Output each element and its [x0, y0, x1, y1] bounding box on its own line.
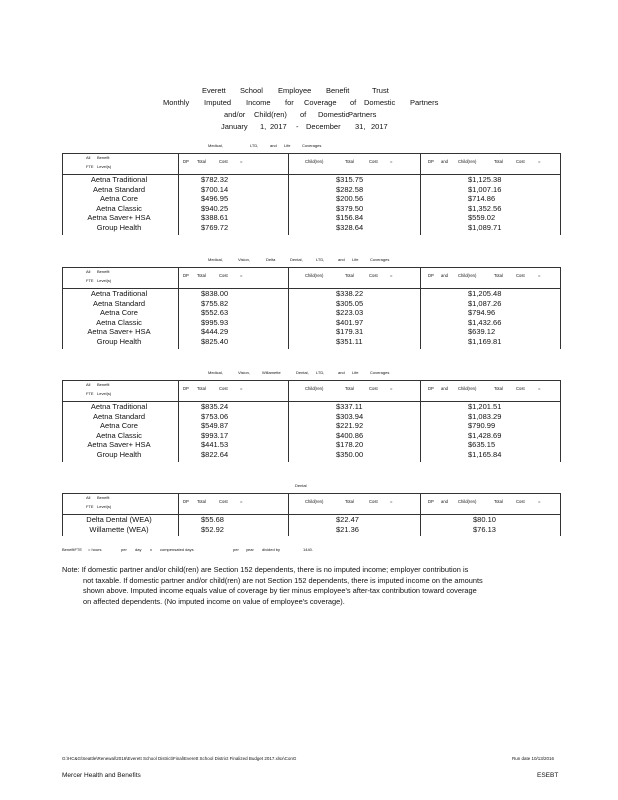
children-cost: $338.22	[336, 289, 364, 298]
dp-and-children-cost: $714.86	[468, 194, 496, 204]
children-cost: $315.75	[336, 175, 364, 184]
header-dp: DP	[428, 273, 434, 278]
dp-and-children-cost: $1,428.69	[468, 430, 502, 440]
table-column-rule	[288, 153, 289, 235]
header-eq: =	[390, 159, 393, 164]
table-top-rule	[62, 267, 560, 268]
fte-word: BenefitFTE	[62, 547, 83, 552]
title-word: Monthly	[163, 98, 190, 107]
title-word: Domestic	[364, 98, 396, 107]
dp-cost: $441.53	[201, 440, 229, 450]
header-cost: Cost	[369, 273, 378, 278]
table-heading-word: Dental,	[290, 257, 303, 262]
children-cost: $401.97	[336, 317, 364, 327]
dp-cost: $753.06	[201, 411, 229, 421]
header-childrens: Child(ren)	[305, 159, 324, 164]
title-word: Domestic	[318, 110, 350, 119]
plan-name: Aetna Classic	[96, 430, 142, 440]
table-column-rule	[420, 380, 421, 462]
table-top-rule	[62, 493, 560, 494]
table-top-rule	[62, 153, 560, 154]
header-eq: =	[538, 273, 541, 278]
header-all: All	[86, 495, 91, 500]
table-column-rule	[178, 267, 179, 349]
fte-word: per	[233, 547, 239, 552]
header-levels: Level(s)	[97, 164, 112, 169]
dp-and-children-cost: $1,205.48	[468, 289, 502, 298]
plan-name: Group Health	[96, 450, 142, 459]
table-column-rule	[178, 380, 179, 462]
header-benefit: Benefit	[97, 155, 110, 160]
dp-cost: $993.17	[201, 430, 229, 440]
children-cost: $179.31	[336, 327, 364, 337]
plan-name: Aetna Saver+ HSA	[87, 213, 151, 223]
header-childrens: Child(ren)	[305, 386, 324, 391]
dp-cost: $700.14	[201, 184, 229, 194]
children-cost: $305.05	[336, 298, 364, 308]
table-top-rule	[62, 380, 560, 381]
title-word: School	[240, 86, 263, 95]
header-eq: =	[240, 273, 243, 278]
children-cost: $178.20	[336, 440, 364, 450]
header-childrens: Child(ren)	[305, 273, 324, 278]
children-cost: $22.47	[336, 515, 359, 524]
header-cost: Cost	[369, 499, 378, 504]
title-word: Trust	[372, 86, 389, 95]
dp-cost: $496.95	[201, 194, 229, 204]
title-word: Income	[246, 98, 271, 107]
plan-name: Aetna Traditional	[90, 402, 148, 411]
dp-and-children-cost: $635.15	[468, 440, 496, 450]
table-column-rule	[420, 267, 421, 349]
dp-cost: $940.25	[201, 203, 229, 213]
plan-name: Willamette (WEA)	[89, 524, 149, 534]
table-heading-word: Vision,	[238, 257, 250, 262]
title-word: Employee	[278, 86, 312, 95]
header-and: and	[441, 159, 448, 164]
table-heading-word: LTD,	[316, 257, 325, 262]
table-heading-word: Coverages	[302, 143, 322, 148]
header-cost: Cost	[369, 386, 378, 391]
dp-and-children-cost: $1,169.81	[468, 337, 502, 346]
header-levels: Level(s)	[97, 278, 112, 283]
table-heading-word: Life	[352, 370, 359, 375]
header-childrens: Child(ren)	[458, 159, 477, 164]
dp-and-children-cost: $1,087.26	[468, 298, 502, 308]
plan-name: Aetna Core	[100, 421, 138, 431]
children-cost: $337.11	[336, 402, 363, 411]
dp-cost: $444.29	[201, 327, 229, 337]
dp-and-children-cost: $1,083.29	[468, 411, 502, 421]
header-childrens: Child(ren)	[305, 499, 324, 504]
table-column-rule	[288, 380, 289, 462]
table-heading-word: Coverages	[370, 370, 390, 375]
children-cost: $21.36	[336, 524, 359, 534]
plan-name: Aetna Core	[100, 194, 138, 204]
children-cost: $328.64	[336, 223, 364, 232]
table-column-rule	[560, 380, 561, 462]
header-total: Total	[345, 273, 354, 278]
plan-name: Aetna Standard	[92, 298, 146, 308]
header-dp: DP	[183, 159, 189, 164]
header-and: and	[441, 499, 448, 504]
table-heading-word: Delta	[266, 257, 276, 262]
dp-and-children-cost: $1,125.38	[468, 175, 502, 184]
children-cost: $400.86	[336, 430, 364, 440]
title-word: -	[296, 122, 299, 131]
title-word: Imputed	[204, 98, 232, 107]
header-total: Total	[197, 273, 206, 278]
plan-name: Aetna Traditional	[90, 175, 148, 184]
header-cost: Cost	[219, 386, 228, 391]
dp-cost: $52.92	[201, 524, 224, 534]
table-heading-word: Coverages	[370, 257, 390, 262]
header-levels: Level(s)	[97, 504, 112, 509]
title-word: 2017	[270, 122, 287, 131]
header-cost: Cost	[219, 159, 228, 164]
header-eq: =	[538, 386, 541, 391]
note-line: on affected dependents. (No imputed income on value of employee's coverage).	[83, 596, 345, 606]
table-heading-word: and	[270, 143, 277, 148]
children-cost: $351.11	[336, 337, 363, 346]
header-eq: =	[538, 499, 541, 504]
plan-name: Delta Dental (WEA)	[86, 515, 152, 524]
fte-word: compensated days	[160, 547, 194, 552]
plan-name: Aetna Standard	[92, 184, 146, 194]
header-total: Total	[345, 386, 354, 391]
title-word: 1,	[260, 122, 267, 131]
file-path: G:\HC&G\Seattle\Renewal\2016\Everett School District\Final\Everett School District Finalized Budget 2017.xlsx\ConG	[62, 756, 297, 761]
header-eq: =	[240, 386, 243, 391]
table-column-rule	[420, 493, 421, 536]
title-word: 2017	[371, 122, 388, 131]
header-cost: Cost	[516, 159, 525, 164]
header-benefit: Benefit	[97, 382, 110, 387]
dp-cost: $835.24	[201, 402, 229, 411]
children-cost: $221.92	[336, 421, 364, 431]
dp-and-children-cost: $1,201.51	[468, 402, 502, 411]
header-and: and	[441, 273, 448, 278]
table-heading-word: and	[338, 257, 345, 262]
header-all: All	[86, 155, 91, 160]
header-childrens: Child(ren)	[458, 499, 477, 504]
header-cost: Cost	[219, 499, 228, 504]
dp-and-children-cost: $1,007.16	[468, 184, 502, 194]
header-benefit: Benefit	[97, 269, 110, 274]
table-heading-word: Willamette	[262, 370, 281, 375]
header-eq: =	[240, 159, 243, 164]
table-heading-word: Life	[352, 257, 359, 262]
header-total: Total	[197, 499, 206, 504]
dp-cost: $388.61	[201, 213, 229, 223]
table-heading-word: Life	[284, 143, 291, 148]
children-cost: $303.94	[336, 411, 364, 421]
doc-code: ESEBT	[537, 772, 559, 779]
dp-and-children-cost: $794.96	[468, 308, 496, 318]
dp-cost: $822.64	[201, 450, 229, 459]
header-total: Total	[197, 159, 206, 164]
title-word: for	[285, 98, 294, 107]
table-heading-word: Dental	[295, 483, 307, 488]
title-word: Benefit	[326, 86, 350, 95]
dp-and-children-cost: $80.10	[473, 515, 496, 524]
dp-and-children-cost: $790.99	[468, 421, 496, 431]
table-heading-word: Medical,	[208, 257, 223, 262]
dp-and-children-cost: $1,352.56	[468, 203, 502, 213]
header-fte: FTE	[86, 504, 94, 509]
fte-word: day	[135, 547, 142, 552]
dp-cost: $995.93	[201, 317, 229, 327]
fte-word: x	[150, 547, 152, 552]
table-column-rule	[420, 153, 421, 235]
dp-and-children-cost: $639.12	[468, 327, 496, 337]
header-levels: Level(s)	[97, 391, 112, 396]
header-total: Total	[494, 386, 503, 391]
table-column-rule	[178, 153, 179, 235]
children-cost: $379.50	[336, 203, 364, 213]
children-cost: $223.03	[336, 308, 364, 318]
note-line: not taxable. If domestic partner and/or child(ren) are not Section 152 dependents, there is imputed income on the amounts	[83, 575, 483, 585]
header-total: Total	[494, 273, 503, 278]
children-cost: $350.00	[336, 450, 364, 459]
children-cost: $282.58	[336, 184, 364, 194]
dp-cost: $55.68	[201, 515, 224, 524]
title-word: Partners	[348, 110, 377, 119]
header-total: Total	[494, 499, 503, 504]
note-block	[62, 565, 483, 607]
header-dp: DP	[428, 386, 434, 391]
company-name: Mercer Health and Benefits	[62, 772, 141, 779]
header-fte: FTE	[86, 164, 94, 169]
dp-cost: $755.82	[201, 298, 229, 308]
dp-cost: $782.32	[201, 175, 229, 184]
header-total: Total	[345, 159, 354, 164]
note-line: Note: If domestic partner and/or child(ren) are Section 152 dependents, there is no imputed income; employer contribution is	[62, 565, 469, 574]
title-word: 31,	[355, 122, 366, 131]
table-heading-word: LTD,	[316, 370, 325, 375]
title-word: Coverage	[304, 98, 337, 107]
dp-and-children-cost: $1,432.66	[468, 317, 502, 327]
dp-and-children-cost: $76.13	[473, 524, 496, 534]
header-eq: =	[538, 159, 541, 164]
header-childrens: Child(ren)	[458, 273, 477, 278]
fte-word: divided by	[262, 547, 281, 552]
children-cost: $200.56	[336, 194, 364, 204]
header-cost: Cost	[516, 386, 525, 391]
dp-cost: $825.40	[201, 337, 229, 346]
title-word: of	[300, 110, 307, 119]
header-total: Total	[494, 159, 503, 164]
fte-word: = hours	[88, 547, 102, 552]
fte-word: per	[121, 547, 127, 552]
table-heading-word: Medical,	[208, 143, 223, 148]
dp-cost: $769.72	[201, 223, 229, 232]
header-fte: FTE	[86, 278, 94, 283]
header-eq: =	[390, 499, 393, 504]
plan-name: Aetna Classic	[96, 203, 142, 213]
table-column-rule	[178, 493, 179, 536]
title-word: December	[306, 122, 341, 131]
table-column-rule	[560, 267, 561, 349]
table-heading-word: Dental,	[296, 370, 309, 375]
table-column-rule	[288, 267, 289, 349]
plan-name: Aetna Core	[100, 308, 138, 318]
title-word: January	[221, 122, 248, 131]
title-word: Child(ren)	[254, 110, 287, 119]
header-cost: Cost	[516, 273, 525, 278]
header-childrens: Child(ren)	[458, 386, 477, 391]
plan-name: Aetna Standard	[92, 411, 146, 421]
table-column-rule	[560, 493, 561, 536]
table-heading-word: Medical,	[208, 370, 223, 375]
dp-and-children-cost: $1,165.84	[468, 450, 502, 459]
run-date: Run date 10/13/2016	[512, 756, 555, 761]
header-dp: DP	[183, 499, 189, 504]
title-word: Partners	[410, 98, 439, 107]
header-eq: =	[240, 499, 243, 504]
fte-word: 1440.	[303, 547, 314, 552]
fte-word: year	[246, 547, 254, 552]
header-dp: DP	[183, 273, 189, 278]
header-eq: =	[390, 386, 393, 391]
header-dp: DP	[428, 499, 434, 504]
header-total: Total	[197, 386, 206, 391]
header-all: All	[86, 269, 91, 274]
table-heading-word: Vision,	[238, 370, 250, 375]
children-cost: $156.84	[336, 213, 364, 223]
table-column-rule	[288, 493, 289, 536]
header-dp: DP	[428, 159, 434, 164]
header-dp: DP	[183, 386, 189, 391]
table-heading-word: LTD,	[250, 143, 259, 148]
dp-and-children-cost: $1,089.71	[468, 223, 502, 232]
dp-cost: $838.00	[201, 289, 229, 298]
title-word: and/or	[224, 110, 246, 119]
title-word: Everett	[202, 86, 226, 95]
header-cost: Cost	[219, 273, 228, 278]
table-heading-word: and	[338, 370, 345, 375]
header-benefit: Benefit	[97, 495, 110, 500]
header-cost: Cost	[369, 159, 378, 164]
plan-name: Group Health	[96, 223, 142, 232]
dp-cost: $552.63	[201, 308, 229, 318]
dp-cost: $549.87	[201, 421, 229, 431]
note-line: shown above. Imputed income equals value of coverage by tier minus employee's after-tax contribution toward coverage	[83, 586, 477, 595]
header-all: All	[86, 382, 91, 387]
header-total: Total	[345, 499, 354, 504]
header-and: and	[441, 386, 448, 391]
table-column-rule	[560, 153, 561, 235]
plan-name: Group Health	[96, 337, 142, 346]
dp-and-children-cost: $559.02	[468, 213, 496, 223]
title-word: of	[350, 98, 357, 107]
plan-name: Aetna Classic	[96, 317, 142, 327]
plan-name: Aetna Traditional	[90, 289, 148, 298]
plan-name: Aetna Saver+ HSA	[87, 440, 151, 450]
plan-name: Aetna Saver+ HSA	[87, 327, 151, 337]
header-fte: FTE	[86, 391, 94, 396]
header-cost: Cost	[516, 499, 525, 504]
header-eq: =	[390, 273, 393, 278]
